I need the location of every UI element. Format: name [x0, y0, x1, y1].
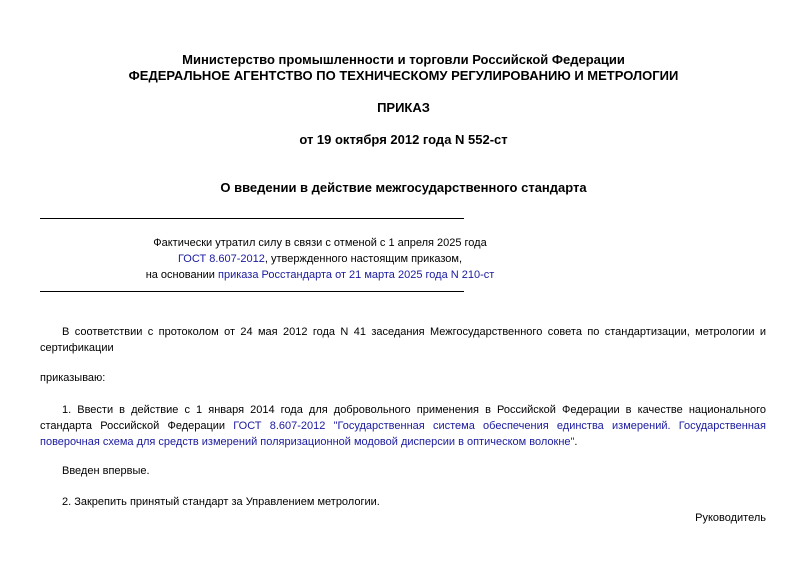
ministry-heading: Министерство промышленности и торговли Российской Федерации [182, 52, 625, 67]
item1-suffix: . [574, 436, 578, 448]
document-title: О введении в действие межгосударственного стандарта [220, 180, 587, 195]
document-type: ПРИКАЗ [377, 100, 430, 115]
status-note-line3 [40, 267, 600, 283]
rosstandart-order-link[interactable]: приказа Росстандарта от 21 марта 2025 года N 210-ст [218, 269, 495, 281]
item1-text: 1. Ввести в действие с 1 января 2014 года для добровольного применения в Российской Федерации в качестве национального стандарта Российской Федерации [40, 404, 766, 432]
preamble-paragraph: В соответствии с протоколом от 24 мая 2012 года N 41 заседания Межгосударственного совета по стандартизации, метрологии и сертификации [40, 326, 766, 354]
gost-link[interactable]: ГОСТ 8.607-2012 [177, 253, 265, 265]
status-note-line2-text: , утвержденного настоящим приказом, [264, 253, 463, 265]
top-divider [40, 218, 464, 219]
introduced-note: Введен впервые. [62, 465, 150, 477]
status-note-line2 [40, 251, 600, 267]
status-note-line1: Фактически утратил силу в связи с отменой с 1 апреля 2025 года [153, 237, 487, 249]
item1-paragraph [40, 402, 766, 450]
gost-standard-link[interactable]: ГОСТ 8.607-2012 "Государственная система обеспечения единства измерений. Государственная поверочная схема для средств измерений поляризационной модовой дисперсии в оптическом волокне" [40, 420, 766, 448]
status-note-line3-prefix: на основании [145, 269, 219, 281]
signature-title: Руководитель [695, 512, 766, 524]
document-date: от 19 октября 2012 года N 552-ст [299, 132, 508, 147]
agency-heading: ФЕДЕРАЛЬНОЕ АГЕНТСТВО ПО ТЕХНИЧЕСКОМУ РЕГУЛИРОВАНИЮ И МЕТРОЛОГИИ [128, 68, 679, 83]
bottom-divider [40, 291, 464, 292]
order-word: приказываю: [40, 372, 106, 384]
item2-paragraph: 2. Закрепить принятый стандарт за Управлением метрологии. [62, 496, 380, 508]
